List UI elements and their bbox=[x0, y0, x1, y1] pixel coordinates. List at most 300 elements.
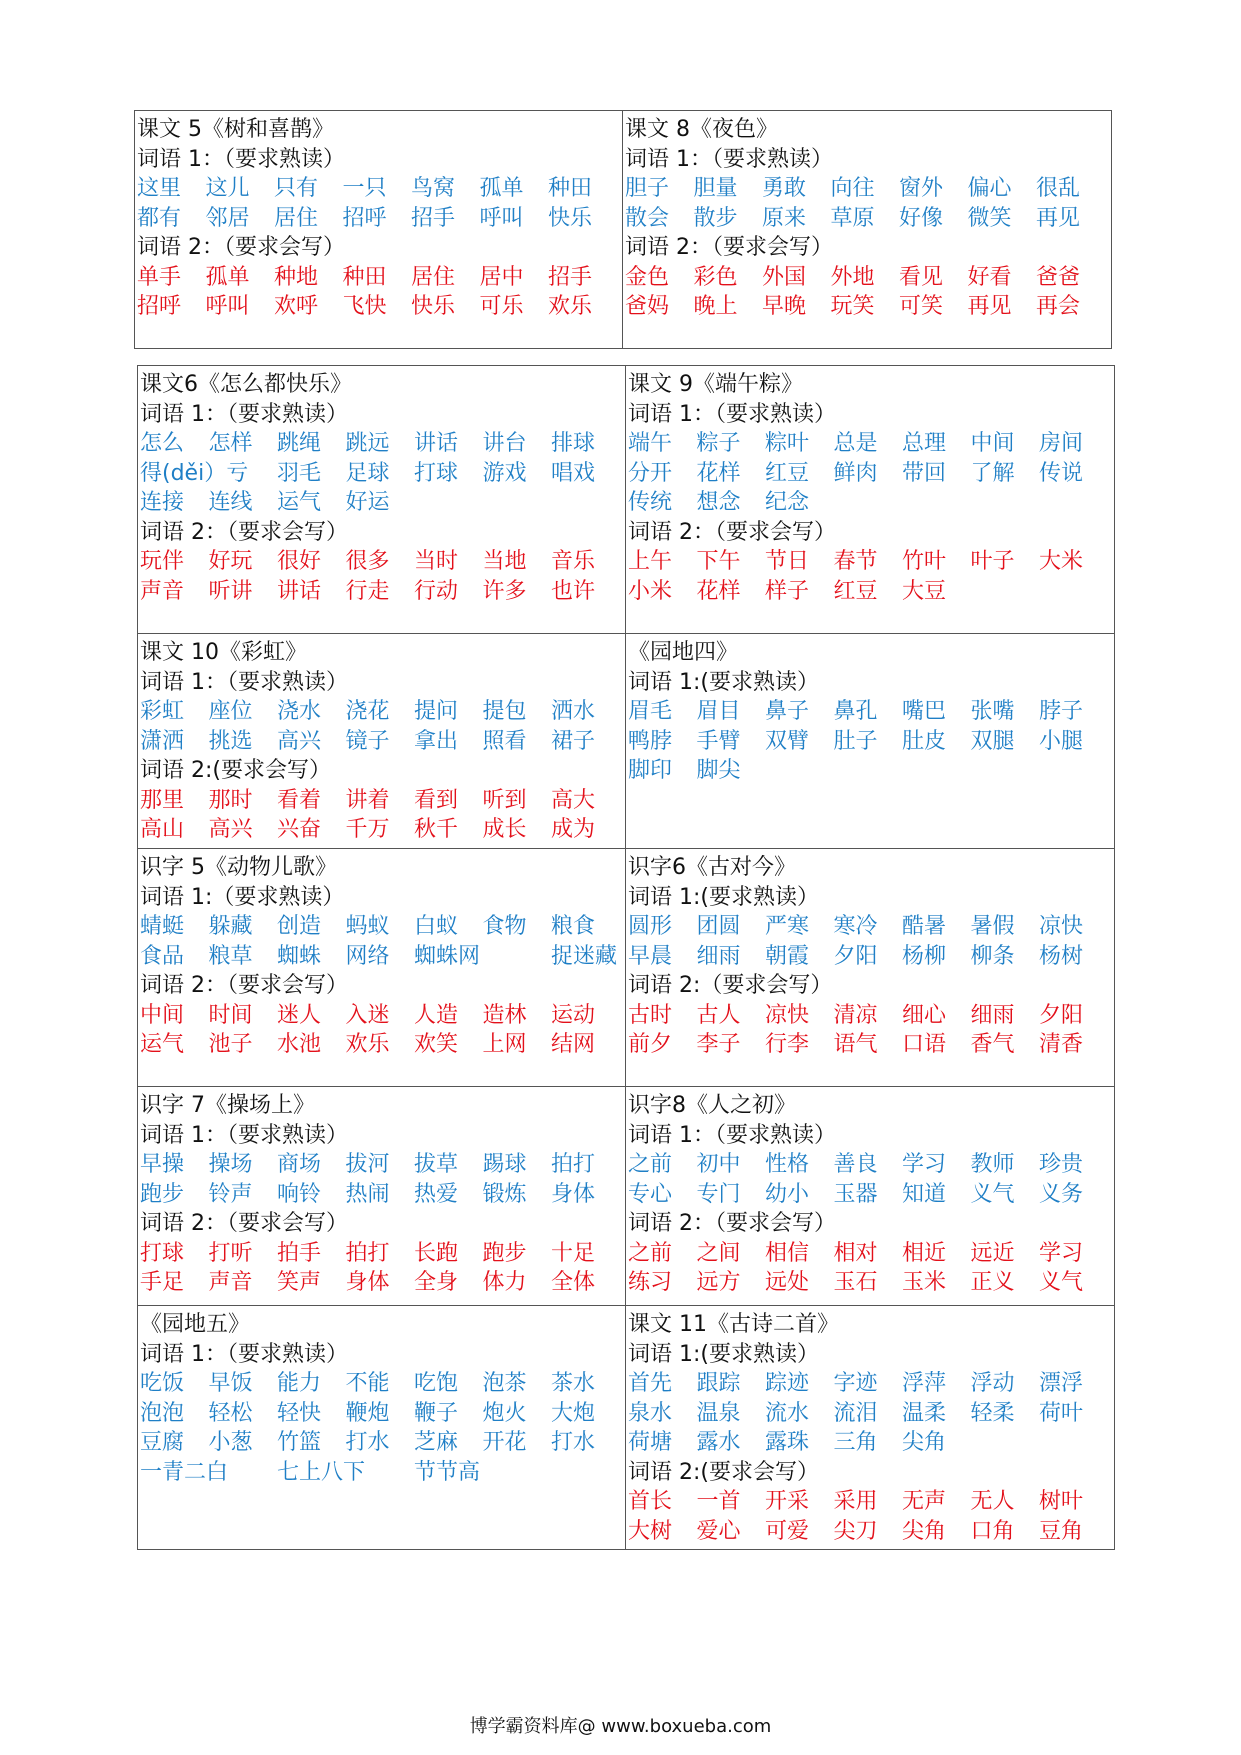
word-write: 语气 bbox=[833, 1032, 878, 1057]
word-write: 练习 bbox=[628, 1270, 673, 1295]
word-write: 上网 bbox=[482, 1032, 527, 1057]
word-row-write bbox=[140, 786, 625, 816]
word-write: 晚上 bbox=[693, 294, 738, 319]
word-read: 幼小 bbox=[765, 1181, 810, 1207]
footer-watermark: 博学霸资料库@ www.boxueba.com bbox=[469, 1716, 772, 1737]
word-read: 白蚁 bbox=[414, 914, 459, 939]
lesson-cell bbox=[626, 1087, 1115, 1306]
word-row-write bbox=[137, 292, 622, 322]
group-label-write: 词语 2:(要求会写） bbox=[628, 1459, 819, 1485]
word-read: 游戏 bbox=[482, 460, 527, 486]
word-read: 茶水 bbox=[551, 1371, 596, 1396]
word-row-write bbox=[137, 263, 622, 293]
group-label-read: 词语 1:(要求熟读） bbox=[628, 669, 819, 695]
word-row-read bbox=[628, 1399, 1114, 1429]
word-write: 相对 bbox=[833, 1240, 878, 1266]
word-write: 小米 bbox=[628, 578, 673, 604]
word-write: 豆角 bbox=[1039, 1518, 1084, 1544]
word-read: 温泉 bbox=[696, 1400, 741, 1426]
word-write: 可乐 bbox=[479, 294, 524, 319]
word-read: 向往 bbox=[830, 176, 875, 201]
word-read: 双腿 bbox=[970, 728, 1015, 754]
word-read: 传说 bbox=[1039, 460, 1084, 486]
group-label-write: 词语 2：（要求会写） bbox=[140, 519, 348, 545]
word-read: 严寒 bbox=[765, 914, 810, 939]
group-label-read: 词语 1:(要求熟读） bbox=[628, 1341, 819, 1367]
word-read: 快乐 bbox=[548, 205, 593, 231]
word-read: 玉器 bbox=[833, 1181, 878, 1207]
word-table-1 bbox=[134, 110, 1112, 349]
word-write: 采用 bbox=[833, 1489, 878, 1514]
word-row-read bbox=[140, 488, 625, 518]
word-write: 远处 bbox=[765, 1270, 810, 1295]
word-row-write bbox=[140, 1030, 625, 1060]
lesson-title: 课文 8《夜色》 bbox=[625, 117, 778, 142]
word-write: 李子 bbox=[696, 1032, 741, 1057]
word-read: 微笑 bbox=[967, 205, 1012, 231]
word-read: 只有 bbox=[274, 176, 319, 201]
word-write: 成长 bbox=[482, 817, 527, 842]
word-write: 高兴 bbox=[208, 817, 253, 842]
word-row-read bbox=[140, 1180, 625, 1210]
word-read: 孤单 bbox=[479, 176, 524, 201]
word-row-write bbox=[628, 1001, 1114, 1031]
table-row bbox=[138, 366, 1115, 634]
word-write: 体力 bbox=[482, 1270, 527, 1295]
word-read: 鸭脖 bbox=[628, 728, 673, 754]
lesson-title: 识字 5《动物儿歌》 bbox=[140, 855, 337, 880]
word-read: 跑步 bbox=[140, 1181, 185, 1207]
word-read: 脚尖 bbox=[696, 758, 741, 783]
word-write: 叶子 bbox=[970, 549, 1015, 574]
word-read: 想念 bbox=[696, 490, 741, 515]
word-read: 早晨 bbox=[628, 943, 673, 969]
word-write: 招呼 bbox=[137, 294, 182, 319]
word-read: 早饭 bbox=[208, 1371, 253, 1396]
word-read: 运气 bbox=[277, 490, 322, 515]
word-read: 躲藏 bbox=[208, 914, 253, 939]
word-row-read bbox=[140, 697, 625, 727]
word-read: 炮火 bbox=[482, 1400, 527, 1426]
word-read: 这里 bbox=[137, 176, 182, 201]
lesson-title: 课文 5《树和喜鹊》 bbox=[137, 117, 334, 142]
group-label-read: 词语 1：（要求熟读） bbox=[140, 1341, 348, 1367]
word-row-read bbox=[140, 459, 625, 489]
word-read: 粮草 bbox=[208, 943, 253, 969]
group-label-write: 词语 2：（要求会写） bbox=[628, 519, 836, 545]
word-row-read bbox=[628, 1428, 1114, 1458]
table-row bbox=[138, 849, 1115, 1087]
word-write: 那时 bbox=[208, 787, 253, 813]
word-row-read bbox=[628, 488, 1114, 518]
word-write: 也许 bbox=[551, 578, 596, 604]
word-row-write bbox=[140, 1001, 625, 1031]
lesson-title: 识字6《古对今》 bbox=[628, 855, 796, 880]
word-read: 高兴 bbox=[277, 728, 322, 754]
word-write: 玩伴 bbox=[140, 549, 185, 574]
word-read: 专心 bbox=[628, 1181, 673, 1207]
word-read: 踪迹 bbox=[765, 1371, 810, 1396]
word-write: 飞快 bbox=[342, 294, 387, 319]
word-row-write bbox=[140, 1268, 625, 1298]
word-row-write bbox=[140, 1239, 625, 1269]
group-label-read: 词语 1：（要求熟读） bbox=[140, 401, 348, 427]
word-row-read bbox=[628, 1369, 1114, 1399]
lesson-title: 课文 9《端午粽》 bbox=[628, 372, 803, 397]
word-read: 好运 bbox=[345, 490, 390, 515]
word-write: 可爱 bbox=[765, 1518, 810, 1544]
word-read: 手臂 bbox=[696, 728, 741, 754]
table-row bbox=[135, 111, 1112, 349]
group-label-read: 词语 1：（要求熟读） bbox=[628, 401, 836, 427]
word-read: 拿出 bbox=[414, 728, 459, 754]
word-write: 人造 bbox=[414, 1002, 459, 1028]
word-row-read bbox=[140, 429, 625, 459]
table-row bbox=[138, 634, 1115, 849]
word-write: 欢乐 bbox=[345, 1032, 390, 1057]
word-write: 讲话 bbox=[277, 578, 322, 604]
word-write: 花样 bbox=[696, 578, 741, 604]
word-read: 凉快 bbox=[1039, 914, 1084, 939]
word-read: 大炮 bbox=[551, 1400, 596, 1426]
lesson-title: 识字 7《操场上》 bbox=[140, 1093, 315, 1118]
word-read: 端午 bbox=[628, 431, 673, 456]
word-row-read bbox=[137, 174, 622, 204]
word-read: 花样 bbox=[696, 460, 741, 486]
word-read: 竹篮 bbox=[277, 1430, 322, 1455]
word-read: 食物 bbox=[482, 914, 527, 939]
lesson-cell bbox=[135, 111, 623, 349]
group-label-read: 词语 1：（要求熟读） bbox=[625, 146, 833, 172]
word-read: 眉目 bbox=[696, 699, 741, 724]
word-write: 打听 bbox=[208, 1240, 253, 1266]
word-read: 裙子 bbox=[551, 728, 596, 754]
word-row-read bbox=[140, 727, 625, 757]
word-write: 种地 bbox=[274, 264, 319, 290]
word-write: 玉石 bbox=[833, 1270, 878, 1295]
word-write: 香气 bbox=[970, 1032, 1015, 1057]
word-write: 大树 bbox=[628, 1518, 673, 1544]
word-read: 彩虹 bbox=[140, 699, 185, 724]
table-row bbox=[138, 1087, 1115, 1306]
word-read: 泡茶 bbox=[482, 1371, 527, 1396]
word-write: 呼叫 bbox=[205, 294, 250, 319]
group-label-write: 词语 2：（要求会写） bbox=[140, 973, 348, 998]
word-read: 排球 bbox=[551, 431, 596, 456]
word-write: 相近 bbox=[902, 1240, 947, 1266]
lesson-cell bbox=[138, 1087, 626, 1306]
word-read: 泡泡 bbox=[140, 1400, 185, 1426]
word-read: 红豆 bbox=[765, 460, 810, 486]
word-write: 早晚 bbox=[762, 294, 807, 319]
word-read: 肚子 bbox=[833, 728, 878, 754]
word-read: 节节高 bbox=[414, 1459, 481, 1485]
word-row-read bbox=[628, 727, 1114, 757]
word-row-write bbox=[628, 1517, 1114, 1547]
word-table-2 bbox=[137, 365, 1115, 1550]
word-write: 外国 bbox=[762, 264, 807, 290]
word-row-write bbox=[625, 263, 1111, 293]
word-read: 原来 bbox=[762, 205, 807, 231]
word-write: 细雨 bbox=[970, 1002, 1015, 1028]
word-write: 前夕 bbox=[628, 1032, 673, 1057]
word-read: 豆腐 bbox=[140, 1430, 185, 1455]
word-read: 温柔 bbox=[902, 1400, 947, 1426]
word-write: 树叶 bbox=[1039, 1489, 1084, 1514]
word-read: 操场 bbox=[208, 1152, 253, 1177]
lesson-cell bbox=[623, 111, 1112, 349]
word-write: 身体 bbox=[345, 1270, 390, 1295]
word-row-write bbox=[140, 577, 625, 607]
word-write: 入迷 bbox=[345, 1002, 390, 1028]
word-write: 兴奋 bbox=[277, 817, 322, 842]
word-write: 欢笑 bbox=[414, 1032, 459, 1057]
word-read: 唱戏 bbox=[551, 460, 596, 486]
word-read: 锻炼 bbox=[482, 1181, 527, 1207]
word-write: 单手 bbox=[137, 264, 182, 290]
word-read: 很乱 bbox=[1036, 176, 1081, 201]
word-read: 初中 bbox=[696, 1152, 741, 1177]
word-write: 秋千 bbox=[414, 817, 459, 842]
word-read: 这儿 bbox=[205, 176, 250, 201]
word-write: 招手 bbox=[548, 264, 593, 290]
word-read: 尖角 bbox=[902, 1430, 947, 1455]
word-read: 纪念 bbox=[765, 490, 810, 515]
group-label-read: 词语 1:(要求熟读） bbox=[628, 884, 819, 910]
word-read: 珍贵 bbox=[1039, 1152, 1084, 1177]
word-read: 都有 bbox=[137, 205, 182, 231]
word-read: 勇敢 bbox=[762, 176, 807, 201]
word-write: 金色 bbox=[625, 264, 670, 290]
word-write: 学习 bbox=[1039, 1240, 1084, 1266]
word-read: 怎样 bbox=[208, 431, 253, 456]
word-read: 不能 bbox=[345, 1371, 390, 1396]
table-row bbox=[138, 1306, 1115, 1550]
lesson-cell bbox=[626, 634, 1115, 849]
word-read: 拔草 bbox=[414, 1152, 459, 1177]
word-read: 蚂蚁 bbox=[345, 914, 390, 939]
word-write: 再见 bbox=[967, 294, 1012, 319]
word-write: 长跑 bbox=[414, 1240, 459, 1266]
word-write: 运气 bbox=[140, 1032, 185, 1057]
word-read: 义务 bbox=[1039, 1181, 1084, 1207]
word-write: 很多 bbox=[345, 549, 390, 574]
word-write: 看到 bbox=[414, 787, 459, 813]
word-row-read bbox=[140, 1369, 625, 1399]
word-read: 窗外 bbox=[899, 176, 944, 201]
word-write: 义气 bbox=[1039, 1270, 1084, 1295]
word-read: 热闹 bbox=[345, 1181, 390, 1207]
word-read: 铃声 bbox=[208, 1181, 253, 1207]
word-read: 泉水 bbox=[628, 1400, 673, 1426]
word-read: 圆形 bbox=[628, 914, 673, 939]
word-write: 水池 bbox=[277, 1032, 322, 1057]
word-write: 首长 bbox=[628, 1489, 673, 1514]
word-write: 拍打 bbox=[345, 1240, 390, 1266]
word-write: 口角 bbox=[970, 1518, 1015, 1544]
word-read: 浇花 bbox=[345, 699, 390, 724]
word-read: 夕阳 bbox=[833, 943, 878, 969]
word-write: 好玩 bbox=[208, 549, 253, 574]
word-read: 座位 bbox=[208, 699, 253, 724]
word-read: 足球 bbox=[345, 460, 390, 486]
lesson-cell bbox=[626, 849, 1115, 1087]
word-write: 无声 bbox=[902, 1489, 947, 1514]
word-write: 远方 bbox=[696, 1270, 741, 1295]
word-row-read bbox=[628, 912, 1114, 942]
lesson-title: 《园地五》 bbox=[140, 1312, 251, 1337]
word-write: 细心 bbox=[902, 1002, 947, 1028]
word-read: 跳绳 bbox=[277, 431, 322, 456]
word-write: 当地 bbox=[482, 549, 527, 574]
word-write: 看见 bbox=[899, 264, 944, 290]
word-read: 捉迷藏 bbox=[551, 943, 618, 969]
lesson-cell bbox=[138, 634, 626, 849]
word-read: 酷暑 bbox=[902, 914, 947, 939]
word-write: 运动 bbox=[551, 1002, 596, 1028]
word-read: 荷塘 bbox=[628, 1430, 673, 1455]
word-read: 食品 bbox=[140, 943, 185, 969]
word-read: 早操 bbox=[140, 1152, 185, 1177]
word-read: 芝麻 bbox=[414, 1430, 459, 1455]
word-read: 张嘴 bbox=[970, 699, 1015, 724]
word-read: 专门 bbox=[696, 1181, 741, 1207]
word-write: 音乐 bbox=[551, 549, 596, 574]
group-label-read: 词语 1：（要求熟读） bbox=[140, 669, 348, 695]
group-label-write: 词语 2:(要求会写） bbox=[140, 758, 331, 783]
word-read: 字迹 bbox=[833, 1371, 878, 1396]
word-read: 身体 bbox=[551, 1181, 596, 1207]
word-read: 粽子 bbox=[696, 431, 741, 456]
word-write: 听讲 bbox=[208, 578, 253, 604]
word-write: 无人 bbox=[970, 1489, 1015, 1514]
word-read: 呼叫 bbox=[479, 205, 524, 231]
word-read: 小腿 bbox=[1039, 728, 1084, 754]
word-read: 一只 bbox=[342, 176, 387, 201]
word-write: 竹叶 bbox=[902, 549, 947, 574]
word-write: 打球 bbox=[140, 1240, 185, 1266]
word-read: 跟踪 bbox=[696, 1371, 741, 1396]
word-write: 可笑 bbox=[899, 294, 944, 319]
word-write: 外地 bbox=[830, 264, 875, 290]
word-read: 能力 bbox=[277, 1371, 322, 1396]
word-read: 粮食 bbox=[551, 914, 596, 939]
word-row-read bbox=[140, 1399, 625, 1429]
word-row-read bbox=[628, 429, 1114, 459]
word-read: 胆子 bbox=[625, 176, 670, 201]
word-read: 暑假 bbox=[970, 914, 1015, 939]
word-read: 露珠 bbox=[765, 1430, 810, 1455]
word-write: 迷人 bbox=[277, 1002, 322, 1028]
word-write: 彩色 bbox=[693, 264, 738, 290]
word-read: 邻居 bbox=[205, 205, 250, 231]
word-read: 眉毛 bbox=[628, 699, 673, 724]
word-write: 玉米 bbox=[902, 1270, 947, 1295]
word-row-write bbox=[628, 1030, 1114, 1060]
lesson-title: 课文 11《古诗二首》 bbox=[628, 1312, 839, 1337]
word-write: 讲着 bbox=[345, 787, 390, 813]
word-write: 居住 bbox=[411, 264, 456, 290]
word-write: 清香 bbox=[1039, 1032, 1084, 1057]
word-read: 浮动 bbox=[970, 1371, 1015, 1396]
word-read: 潇洒 bbox=[140, 728, 185, 754]
word-read: 洒水 bbox=[551, 699, 596, 724]
word-write: 红豆 bbox=[833, 578, 878, 604]
word-read: 肚皮 bbox=[902, 728, 947, 754]
word-read: 挑选 bbox=[208, 728, 253, 754]
word-write: 时间 bbox=[208, 1002, 253, 1028]
word-row-read bbox=[140, 912, 625, 942]
word-read: 踢球 bbox=[482, 1152, 527, 1177]
word-read: 吃饭 bbox=[140, 1371, 185, 1396]
word-read: 开花 bbox=[482, 1430, 527, 1455]
word-read: 提包 bbox=[482, 699, 527, 724]
word-write: 一首 bbox=[696, 1489, 741, 1514]
word-read: 拔河 bbox=[345, 1152, 390, 1177]
word-write: 高大 bbox=[551, 787, 596, 813]
word-read: 流水 bbox=[765, 1400, 810, 1426]
word-read: 之前 bbox=[628, 1152, 673, 1177]
word-write: 声音 bbox=[140, 578, 185, 604]
word-read: 照看 bbox=[482, 728, 527, 754]
word-write: 欢乐 bbox=[548, 294, 593, 319]
group-label-read: 词语 1:（要求熟读） bbox=[140, 884, 345, 910]
word-write: 全体 bbox=[551, 1270, 596, 1295]
word-row-read bbox=[140, 1428, 625, 1458]
word-row-read bbox=[628, 756, 1114, 786]
word-read: 吃饱 bbox=[414, 1371, 459, 1396]
lesson-cell bbox=[626, 1306, 1115, 1550]
word-read: 脖子 bbox=[1039, 699, 1084, 724]
word-write: 春节 bbox=[833, 549, 878, 574]
word-read: 房间 bbox=[1039, 431, 1084, 456]
word-read: 再见 bbox=[1036, 205, 1081, 231]
lesson-cell bbox=[138, 366, 626, 634]
word-write: 再会 bbox=[1036, 294, 1081, 319]
word-read: 招手 bbox=[411, 205, 456, 231]
word-row-read bbox=[628, 1150, 1114, 1180]
word-read: 轻柔 bbox=[970, 1400, 1015, 1426]
word-row-read bbox=[628, 942, 1114, 972]
word-read: 脚印 bbox=[628, 758, 673, 783]
word-write: 下午 bbox=[696, 549, 741, 574]
word-read: 怎么 bbox=[140, 431, 185, 456]
word-write: 节日 bbox=[765, 549, 810, 574]
word-read: 蜻蜓 bbox=[140, 914, 185, 939]
word-read: 朝霞 bbox=[765, 943, 810, 969]
word-write: 行李 bbox=[765, 1032, 810, 1057]
group-label-write: 词语 2：（要求会写） bbox=[628, 1211, 836, 1236]
word-read: 跳远 bbox=[345, 431, 390, 456]
lesson-title: 识字8《人之初》 bbox=[628, 1093, 796, 1118]
word-write: 看着 bbox=[277, 787, 322, 813]
word-row-read bbox=[628, 459, 1114, 489]
word-write: 大豆 bbox=[902, 578, 947, 604]
word-read: 团圆 bbox=[696, 914, 741, 939]
word-read: 连线 bbox=[208, 490, 253, 515]
word-write: 尖刀 bbox=[833, 1518, 878, 1544]
word-read: 网络 bbox=[345, 943, 390, 969]
word-row-write bbox=[140, 815, 625, 845]
word-read: 双臂 bbox=[765, 728, 810, 754]
word-write: 种田 bbox=[342, 264, 387, 290]
word-read: 打水 bbox=[345, 1430, 390, 1455]
word-read: 杨树 bbox=[1039, 943, 1084, 969]
word-write: 高山 bbox=[140, 817, 185, 842]
word-read: 响铃 bbox=[277, 1181, 322, 1207]
word-write: 跑步 bbox=[482, 1240, 527, 1266]
word-write: 凉快 bbox=[765, 1002, 810, 1028]
